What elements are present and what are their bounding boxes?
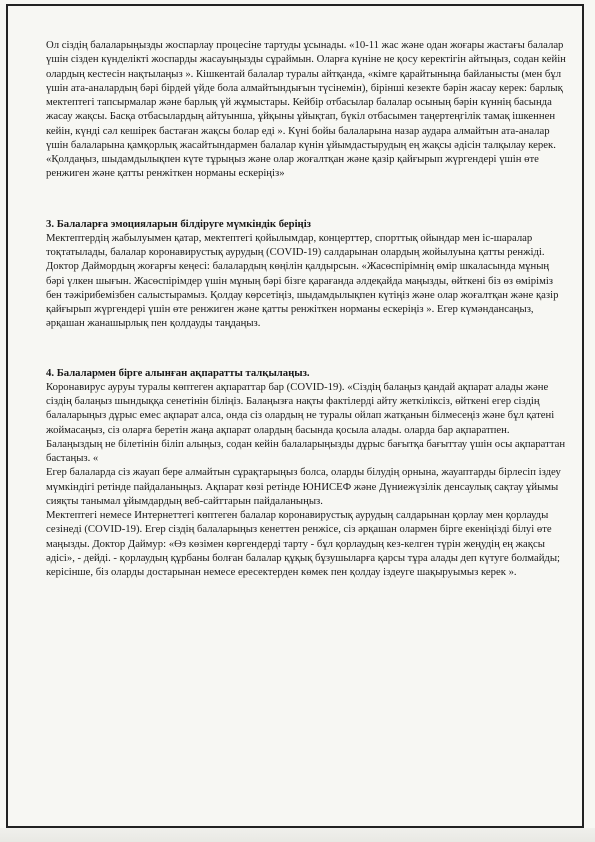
document-body — [46, 38, 566, 579]
scan-bottom-edge — [0, 828, 595, 842]
intro-paragraph: Ол сіздің балаларыңызды жоспарлау процесіне тартуды ұсынады. «10-11 жас және одан жоғары жастағы балалар үшін сізден күнделікті жоспарды жасауыңызды сұраймын. Оларға күніне не қосу керектігін айтыңыз, содан кейін олардың кестесін нақтылаңыз ». Кішкентай балалар туралы айтқанда, «кімге қарайтыныңа байланысты (мен бұл үшін ата-аналардың бәрі бірдей үйде бола алмайтындығын түсінемін), бірінші кезекте бәрін жасау керек: барлық мектептегі тапсырмалар және барлық үй жұмыстары. Кейбір отбасылар балалар осының бәрін күннің басында жасау жақсы. Басқа отбасылардың айтуынша, ұйқыны ұйықтап, бүкіл отбасымен таңертеңгілік тамақ ішкеннен кейін, күнді сәл кешірек бастаған жақсы болар еді ». Күні бойы балаларына назар аудара алмайтын ата-аналар үшін балаларына қамқорлық жасайтындармен балалар күнін ұйымдастырудың ең жақсы әдісін талқылау керек. «Қолдаңыз, шыдамдылықпен күте тұрыңыз және олар жоғалтқан және қазір қайғырып жүргендері үшін өте ренжиген және қатты ренжіткен норманы ескеріңіз» — [46, 39, 566, 180]
section-4-heading: 4. Балалармен бірге алынған ақпаратты талқылаңыз. — [46, 366, 310, 379]
section-spacer — [46, 331, 566, 366]
section-4-paragraph-2: Егер балаларда сіз жауап бере алмайтын сұрақтарыңыз болса, оларды білудің орнына, жауаптарды бірлесіп іздеу мүмкіндігі ретінде пайдаланыңыз. Ақпарат көзі ретінде ЮНИСЕФ және Дүниежүзілік денсаулық сақтау ұйымы сияқты танымал ұйымдардың веб-сайттарын пайдаланыңыз. — [46, 466, 561, 507]
section-3-paragraph: Мектептердің жабылуымен қатар, мектептегі қойылымдар, концерттер, спорттық ойындар мен іс-шаралар тоқтатылады, балалар коронавирустық аурудың (COVID-19) салдарынан олардың жойылуына қатты ренжіді. Доктор Даймордың жоғарғы кеңесі: балалардың көңілін қалдырсын. «Жасөспірімнің өмір шкаласында мұның бәрі үлкен шығын. Жасөспірімдер үшін мұның бәрі бізге қарағанда әлдеқайда маңызды, өйткені біз өз өміріміз бен тәжірибемізбен салыстырамыз. Қолдау көрсетіңіз, шыдамдылықпен күтіңіз және олар жоғалтқан және қазір қайғырып жүргендері үшін өте ренжиген және қатты ренжіткен норманы ескеріңіз ». Егер күмәндансаңыз, әрқашан жанашырлық пен қолдауды таңдаңыз. — [46, 231, 559, 330]
section-spacer — [46, 181, 566, 217]
section-4-paragraph-3: Мектептегі немесе Интернеттегі көптеген балалар коронавирустық аурудың салдарынан қорлау мен қорлауды сезінеді (COVID-19). Егер сіздің балаларыңыз кенеттен ренжісе, сіз әрқашан олармен бірге екеніңізді білуі өте маңызды. Доктор Даймур: «Өз көзімен көргендерді тарту - бұл қорлаудың кез-келген түрін жеңудің ең жақсы әдісі», - дейді. - қорлаудың құрбаны болған балалар құқық бұзушыларға қарсы тұра алады деп күтуге болмайды; керісінше, біз оларды достарынан немесе ересектерден көмек пен қолдау іздеуге шақыруымыз керек ». — [46, 509, 561, 578]
section-4-paragraph-1: Коронавирус ауруы туралы көптеген ақпараттар бар (COVID-19). «Сіздің балаңыз қандай ақпарат алады және сіздің балаңыз шындыққа сенетінін біліңіз. Балаңызға нақты фактілерді айту жеткіліксіз, өйткені егер сіздің балаларыңыз дұрыс емес ақпарат алса, онда сіз олардың не туралы ойлап жатқанын білмесеңіз және бұл қатені жоймасаңыз, сіз оларға беретін жаңа ақпарат олардың басында қосыла алады. оларда бар ақпаратпен. Балаңыздың не білетінін біліп алыңыз, содан кейін балаларыңызды дұрыс бағытқа бағыттау үшін осы ақпараттан бастаңыз. « — [46, 380, 566, 464]
section-3-heading: 3. Балаларға эмоцияларын білдіруге мүмкіндік беріңіз — [46, 217, 311, 230]
